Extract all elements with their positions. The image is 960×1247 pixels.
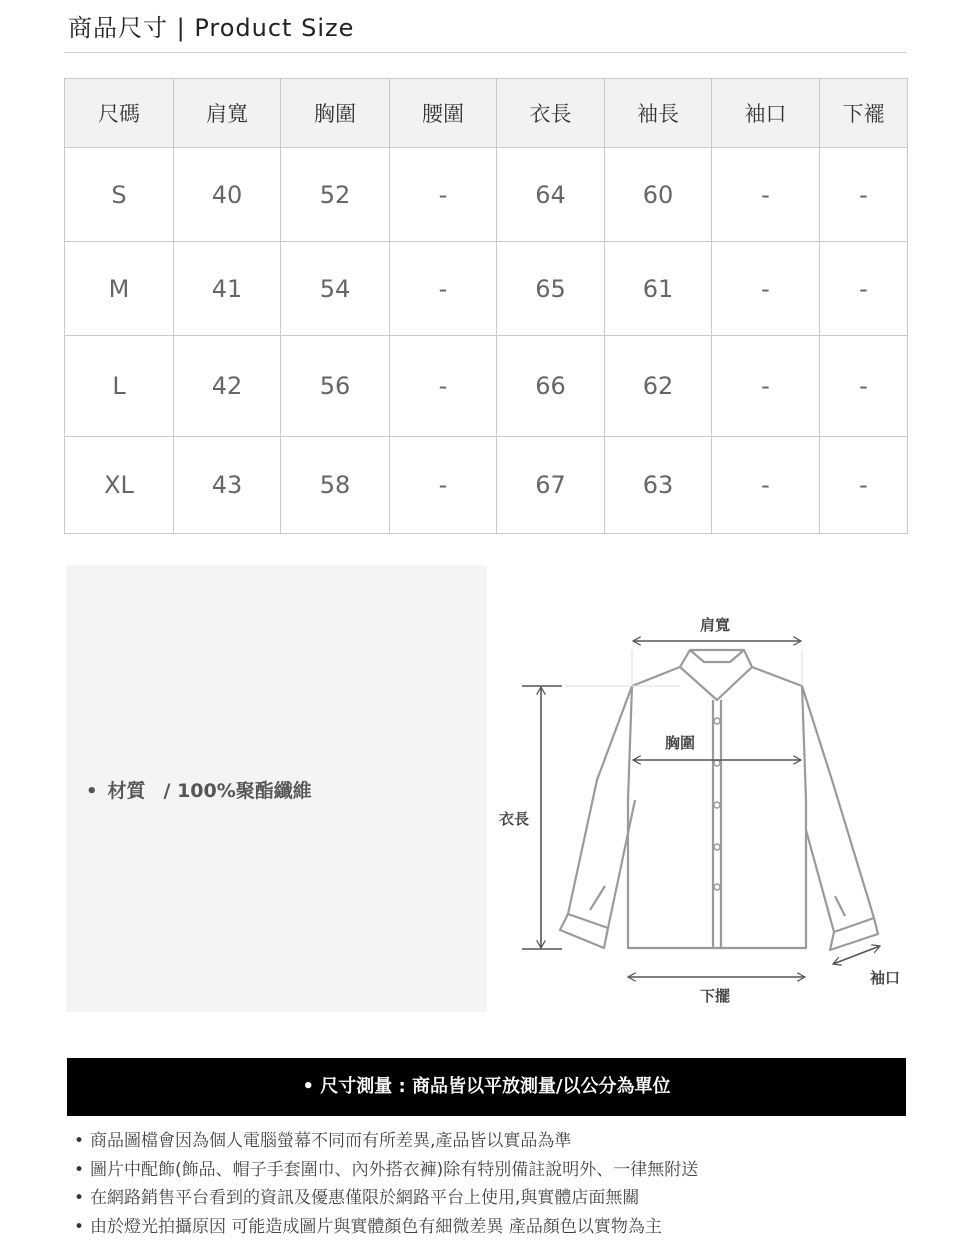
table-cell: - — [820, 336, 908, 437]
list-item: • 圖片中配飾(飾品、帽子手套圍巾、內外搭衣褲)除有特別備註說明外、一律無附送 — [74, 1156, 698, 1185]
table-cell: 43 — [174, 437, 281, 534]
shoulder-label: 肩寬 — [699, 616, 731, 634]
table-cell: S — [65, 148, 174, 242]
hem-label: 下擺 — [699, 987, 731, 1005]
table-cell: - — [712, 148, 820, 242]
column-header: 下襬 — [820, 79, 908, 148]
table-header-row — [65, 79, 908, 148]
measure-banner: • 尺寸測量 : 商品皆以平放測量/以公分為單位 — [67, 1058, 906, 1116]
column-header: 肩寬 — [174, 79, 281, 148]
sleeve-crease-right — [835, 896, 845, 916]
table-cell: 60 — [605, 148, 712, 242]
table-cell: 63 — [605, 437, 712, 534]
table-cell: 67 — [497, 437, 605, 534]
table-row — [65, 148, 908, 242]
right-body — [717, 667, 806, 948]
button — [714, 884, 720, 890]
table-row — [65, 437, 908, 534]
column-header: 尺碼 — [65, 79, 174, 148]
material-panel — [66, 565, 487, 1012]
table-cell: - — [390, 148, 497, 242]
table-cell: - — [820, 437, 908, 534]
table-cell: - — [712, 437, 820, 534]
list-item: • 由於燈光拍攝原因 可能造成圖片與實體顏色有細微差異 產品顏色以實物為主 — [74, 1213, 698, 1242]
shirt-outline — [560, 650, 878, 950]
left-body — [628, 667, 717, 948]
table-cell: 54 — [281, 242, 390, 336]
material-line — [86, 776, 312, 803]
table-cell: XL — [65, 437, 174, 534]
column-header: 胸圍 — [281, 79, 390, 148]
notes-list — [74, 1127, 698, 1241]
table-cell: - — [390, 242, 497, 336]
right-sleeve — [802, 686, 874, 932]
list-item: • 商品圖檔會因為個人電腦螢幕不同而有所差異,產品皆以實品為準 — [74, 1127, 698, 1156]
size-table — [64, 78, 908, 534]
table-cell: - — [712, 242, 820, 336]
chest-label: 胸圍 — [664, 734, 696, 752]
table-cell: 56 — [281, 336, 390, 437]
table-cell: 52 — [281, 148, 390, 242]
table-cell: 58 — [281, 437, 390, 534]
material-label: 材質 — [107, 780, 146, 802]
table-cell: - — [390, 437, 497, 534]
column-header: 袖長 — [605, 79, 712, 148]
column-header: 袖口 — [712, 79, 820, 148]
table-cell: - — [712, 336, 820, 437]
table-cell: 64 — [497, 148, 605, 242]
table-cell: 65 — [497, 242, 605, 336]
measure-arrows — [522, 641, 880, 977]
cuff-label: 袖口 — [869, 969, 901, 987]
right-cuff — [830, 918, 878, 950]
cuff-arrow — [833, 946, 880, 964]
buttons — [714, 718, 720, 890]
table-cell: 40 — [174, 148, 281, 242]
table-cell: 61 — [605, 242, 712, 336]
table-cell: - — [820, 148, 908, 242]
table-cell: 42 — [174, 336, 281, 437]
table-cell: 66 — [497, 336, 605, 437]
material-value: / 100%聚酯纖維 — [163, 780, 312, 802]
table-cell: 62 — [605, 336, 712, 437]
length-label: 衣長 — [498, 810, 530, 828]
column-header: 衣長 — [497, 79, 605, 148]
table-row — [65, 242, 908, 336]
button — [714, 844, 720, 850]
collar — [680, 650, 752, 700]
column-header: 腰圍 — [390, 79, 497, 148]
table-cell: - — [820, 242, 908, 336]
guide-lines — [566, 650, 802, 686]
collar-left-lapel — [690, 650, 744, 662]
table-cell: 41 — [174, 242, 281, 336]
page-title: 商品尺寸 | Product Size — [68, 14, 355, 42]
table-cell: M — [65, 242, 174, 336]
list-item: • 在網路銷售平台看到的資訊及優惠僅限於網路平台上使用,與實體店面無關 — [74, 1184, 698, 1213]
table-cell: L — [65, 336, 174, 437]
bullet: • — [86, 781, 98, 802]
table-row — [65, 336, 908, 437]
title-divider — [64, 52, 906, 53]
shirt-measure-diagram — [490, 600, 910, 1020]
button — [714, 802, 720, 808]
table-cell: - — [390, 336, 497, 437]
button — [714, 718, 720, 724]
sleeve-crease-left — [590, 886, 605, 910]
button — [714, 760, 720, 766]
